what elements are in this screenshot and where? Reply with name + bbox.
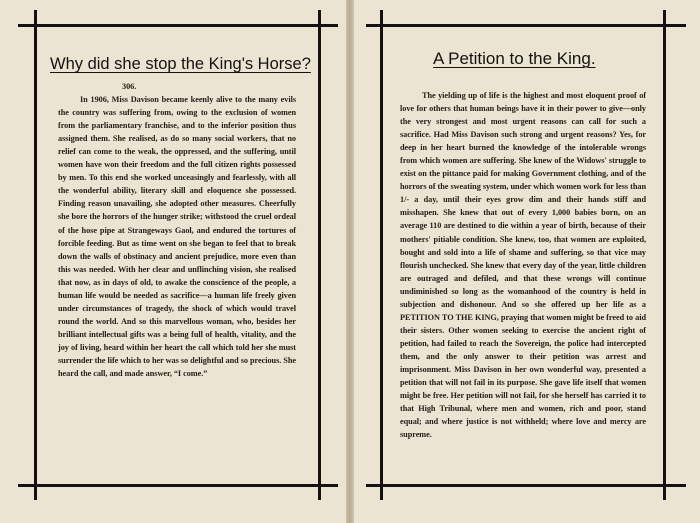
right-frame-left-rule	[380, 10, 383, 500]
left-frame-right-rule	[318, 10, 321, 500]
left-page-heading: Why did she stop the King's Horse?	[50, 55, 311, 73]
right-frame-bottom-rule	[366, 484, 686, 487]
right-frame-right-rule	[663, 10, 666, 500]
center-fold	[346, 0, 354, 523]
left-frame-left-rule	[34, 10, 37, 500]
left-frame-top-rule	[18, 24, 338, 27]
left-page-body	[58, 80, 296, 380]
right-page-paragraph: The yielding up of life is the highest and most eloquent proof of love for others that human beings have it in their power to give—only the very strongest and most urgent reasons can call for such a sacrifice. Had Miss Davison such strong and urgent reasons? Yes, for deep in her heart burned the knowledge of the intolerable wrongs from which women are suffering. She knew of the Widows' struggle to exist on the pittance paid for making Government clothing, and of the horrors of the sweating system, under which women work for less than 1/- a day, until their eyes grow dim and their hands stiff and misshapen. She knew that out of every 1,000 babies born, on an average 110 are destined to die within a year of birth, because of their mothers' pitiable condition. She knew, too, that women are exploited, bought and sold into a life of shame and suffering, so that vice may flourish unchecked. She knew that every day of the year, little children are outraged and defiled, and that these wrongs will continue undiminished so long as the womanhood of the country is held in subjection and dishonour. And so she offered up her life as a PETITION TO THE KING, praying that women might be freed to aid their sisters. Other women seeking to exercise the ancient right of petition, had failed to reach the Sovereign, the police had intercepted them, and the only answer to their petition was arrest and imprisonment. Miss Davison in her own wonderful way, presented a petition that will not fail in its purpose. She gave life itself that women might be free. Her petition will not fail, for she herself has carried it to that High Tribunal, where men and women, rich and poor, stand equal; and where justice is not withheld; where love and mercy are supreme.	[400, 91, 646, 440]
right-frame-top-rule	[366, 24, 686, 27]
left-page-paragraph: In 1906, Miss Davison became keenly alive to the many evils the country was suffering from, owing to the exclusion of women from the parliamentary franchise, and to the inferior position thus assigned them. She realised, as do so many social workers, that no relief can come to the weak, the oppressed, and the suffering, until women have won their freedom and the full citizen rights possessed by men. To this end she worked unceasingly and fearlessly, with all the wonderful ability, literary skill and eloquence she possessed. Finding reason unavailing, she adopted other measures. Cheerfully she bore the horrors of the hunger strike; withstood the cruel ordeal of the hose pipe at Strangeways Gaol, and endured the tortures of forcible feeding. But as time went on she began to feel that to break down the walls of obstinacy and ancient prejudice, more even than this was needed. With her clear and unflinching vision, she realised that now, as in days of old, to awake the conscience of the people, a human life would be needed as sacrifice—a human life freely given under circumstances of tragedy, the shock of which would travel round the world. And so this marvellous woman, who, besides her brilliant intellectual gifts was a being full of health, vitality, and the joy of living, heard within her heart the call which told her she must surrender the life which to her was so delightful and so precious. She heard the call, and made answer, “I come.”	[58, 95, 296, 379]
right-page-body	[400, 89, 646, 441]
left-frame-bottom-rule	[18, 484, 338, 487]
page-number: 306.	[122, 82, 137, 91]
right-page-heading: A Petition to the King.	[433, 49, 596, 68]
